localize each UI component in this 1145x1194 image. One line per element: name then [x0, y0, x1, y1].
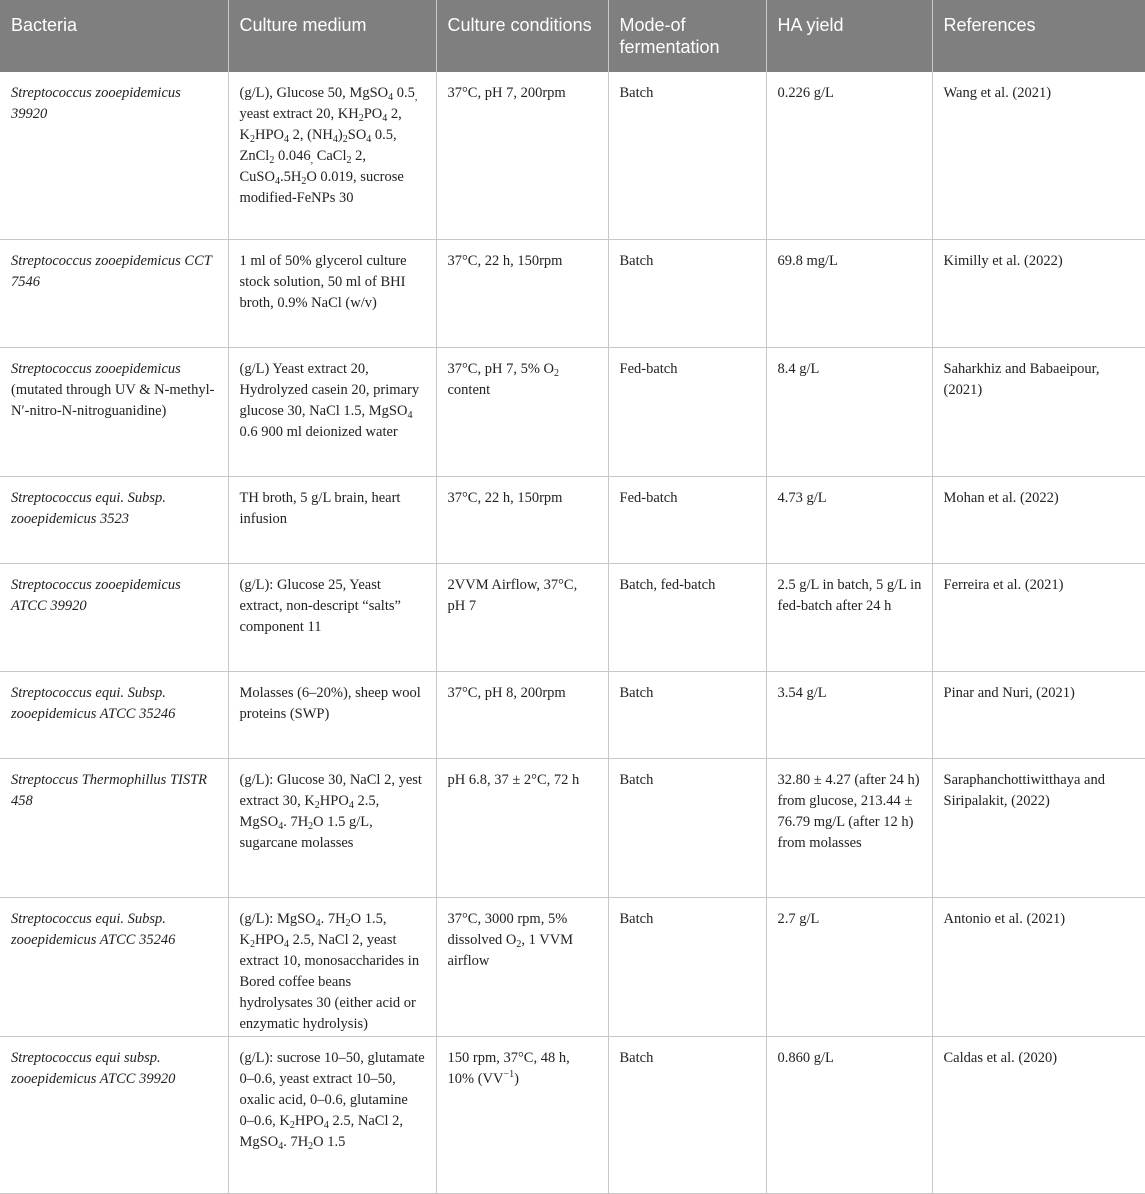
cell-culture-medium: (g/L): Glucose 30, NaCl 2, yest extract 30, $K_2HPO_4$ 2.5, MgSO$_4$. $7H_2O$ 1.5 g/L, sugarcane molasses — [228, 759, 436, 898]
column-header-culture-conditions: Culture conditions — [436, 0, 608, 72]
cell-bacteria: Streptococcus equi. Subsp. zooepidemicus ATCC 35246 — [0, 672, 228, 759]
column-header-mode-of-fermentation: Mode-of fermentation — [608, 0, 766, 72]
cell-mode-of-fermentation: Batch — [608, 240, 766, 348]
cell-culture-medium: (g/L): Glucose 25, Yeast extract, non-descript “salts” component 11 — [228, 564, 436, 672]
cell-ha-yield: 69.8 mg/L — [766, 240, 932, 348]
cell-mode-of-fermentation: Batch — [608, 672, 766, 759]
cell-culture-conditions: 150 rpm, 37°C, 48 h, 10% $(VV^{-1})$ — [436, 1037, 608, 1194]
table-row — [0, 1037, 1145, 1194]
table-row — [0, 672, 1145, 759]
column-header-culture-medium: Culture medium — [228, 0, 436, 72]
cell-mode-of-fermentation: Batch — [608, 759, 766, 898]
cell-reference: Mohan et al. (2022) — [932, 477, 1145, 564]
table-row — [0, 72, 1145, 240]
cell-culture-medium: (g/L): sucrose 10–50, glutamate 0–0.6, yeast extract 10–50, oxalic acid, 0–0.6, glutamine 0–0.6, $K_2HPO_4$ 2.5, NaCl 2, MgSO$_4$. $7H_2O$ 1.5 — [228, 1037, 436, 1194]
cell-bacteria: Streptococcus zooepidemicus 39920 — [0, 72, 228, 240]
cell-mode-of-fermentation: Batch — [608, 898, 766, 1037]
cell-reference: Saharkhiz and Babaeipour, (2021) — [932, 348, 1145, 477]
cell-culture-conditions: 37°C, pH 7, 5% $O_2$ content — [436, 348, 608, 477]
cell-reference: Antonio et al. (2021) — [932, 898, 1145, 1037]
table-row — [0, 348, 1145, 477]
cell-mode-of-fermentation: Fed-batch — [608, 477, 766, 564]
column-header-references: References — [932, 0, 1145, 72]
bacteria-note: (mutated through UV & N-methyl-N′-nitro-N-nitroguanidine) — [11, 382, 215, 419]
cell-bacteria: Streptococcus equi. Subsp. zooepidemicus 3523 — [0, 477, 228, 564]
table-row — [0, 759, 1145, 898]
header-row — [0, 0, 1145, 72]
cell-ha-yield: 8.4 g/L — [766, 348, 932, 477]
cell-culture-medium: 1 ml of 50% glycerol culture stock solution, 50 ml of BHI broth, 0.9% NaCl (w/v) — [228, 240, 436, 348]
cell-bacteria: Streptococcus zooepidemicus CCT 7546 — [0, 240, 228, 348]
cell-culture-medium: (g/L): MgSO$_4$. $7H_2O$ 1.5, $K_2HPO_4$ 2.5, NaCl 2, yeast extract 10, monosaccharides in Bored coffee beans hydrolysates 30 (either acid or enzymatic hydrolysis) — [228, 898, 436, 1037]
cell-reference: Kimilly et al. (2022) — [932, 240, 1145, 348]
cell-ha-yield: 2.7 g/L — [766, 898, 932, 1037]
cell-bacteria: Streptococcus equi subsp. zooepidemicus ATCC 39920 — [0, 1037, 228, 1194]
cell-ha-yield: 3.54 g/L — [766, 672, 932, 759]
cell-reference: Pinar and Nuri, (2021) — [932, 672, 1145, 759]
cell-bacteria: Streptoccus Thermophillus TISTR 458 — [0, 759, 228, 898]
column-header-ha-yield: HA yield — [766, 0, 932, 72]
cell-mode-of-fermentation: Batch — [608, 72, 766, 240]
cell-culture-conditions: 37°C, pH 7, 200rpm — [436, 72, 608, 240]
cell-culture-conditions: 37°C, 3000 rpm, 5% dissolved $O_2$, 1 VVM airflow — [436, 898, 608, 1037]
table-row — [0, 240, 1145, 348]
cell-reference: Wang et al. (2021) — [932, 72, 1145, 240]
cell-mode-of-fermentation: Fed-batch — [608, 348, 766, 477]
cell-ha-yield: 0.860 g/L — [766, 1037, 932, 1194]
table-row — [0, 898, 1145, 1037]
cell-mode-of-fermentation: Batch — [608, 1037, 766, 1194]
cell-bacteria: Streptococcus equi. Subsp. zooepidemicus ATCC 35246 — [0, 898, 228, 1037]
cell-bacteria — [0, 348, 228, 477]
table-row — [0, 477, 1145, 564]
cell-bacteria: Streptococcus zooepidemicus ATCC 39920 — [0, 564, 228, 672]
cell-culture-medium: (g/L), Glucose 50, MgSO$_4$ $0.5_,$ yeast extract 20, $KH_2PO_4$ 2, $K_2HPO_4$ 2, $(NH_4)_2SO_4$ 0.5, ZnCl$_2$ $0.046_,$ CaCl$_2$ 2, $CuSO_4.5H_2O$ 0.019, sucrose modified-FeNPs 30 — [228, 72, 436, 240]
bacteria-name: Streptococcus zooepidemicus — [11, 361, 181, 377]
cell-ha-yield: 2.5 g/L in batch, 5 g/L in fed-batch after 24 h — [766, 564, 932, 672]
cell-culture-medium: TH broth, 5 g/L brain, heart infusion — [228, 477, 436, 564]
column-header-bacteria: Bacteria — [0, 0, 228, 72]
cell-ha-yield: 32.80 ± 4.27 (after 24 h) from glucose, 213.44 ± 76.79 mg/L (after 12 h) from molasses — [766, 759, 932, 898]
table-row — [0, 564, 1145, 672]
cell-culture-conditions: 2VVM Airflow, 37°C, pH 7 — [436, 564, 608, 672]
cell-reference: Ferreira et al. (2021) — [932, 564, 1145, 672]
cell-mode-of-fermentation: Batch, fed-batch — [608, 564, 766, 672]
cell-culture-medium: (g/L) Yeast extract 20, Hydrolyzed casein 20, primary glucose 30, NaCl 1.5, MgSO$_4$ 0.6 900 ml deionized water — [228, 348, 436, 477]
cell-reference: Caldas et al. (2020) — [932, 1037, 1145, 1194]
cell-culture-conditions: pH 6.8, 37 ± 2°C, 72 h — [436, 759, 608, 898]
cell-reference: Saraphanchottiwitthaya and Siripalakit, (2022) — [932, 759, 1145, 898]
cell-ha-yield: 4.73 g/L — [766, 477, 932, 564]
cell-culture-conditions: 37°C, 22 h, 150rpm — [436, 477, 608, 564]
cell-culture-medium: Molasses (6–20%), sheep wool proteins (SWP) — [228, 672, 436, 759]
cell-culture-conditions: 37°C, 22 h, 150rpm — [436, 240, 608, 348]
cell-culture-conditions: 37°C, pH 8, 200rpm — [436, 672, 608, 759]
cell-ha-yield: 0.226 g/L — [766, 72, 932, 240]
